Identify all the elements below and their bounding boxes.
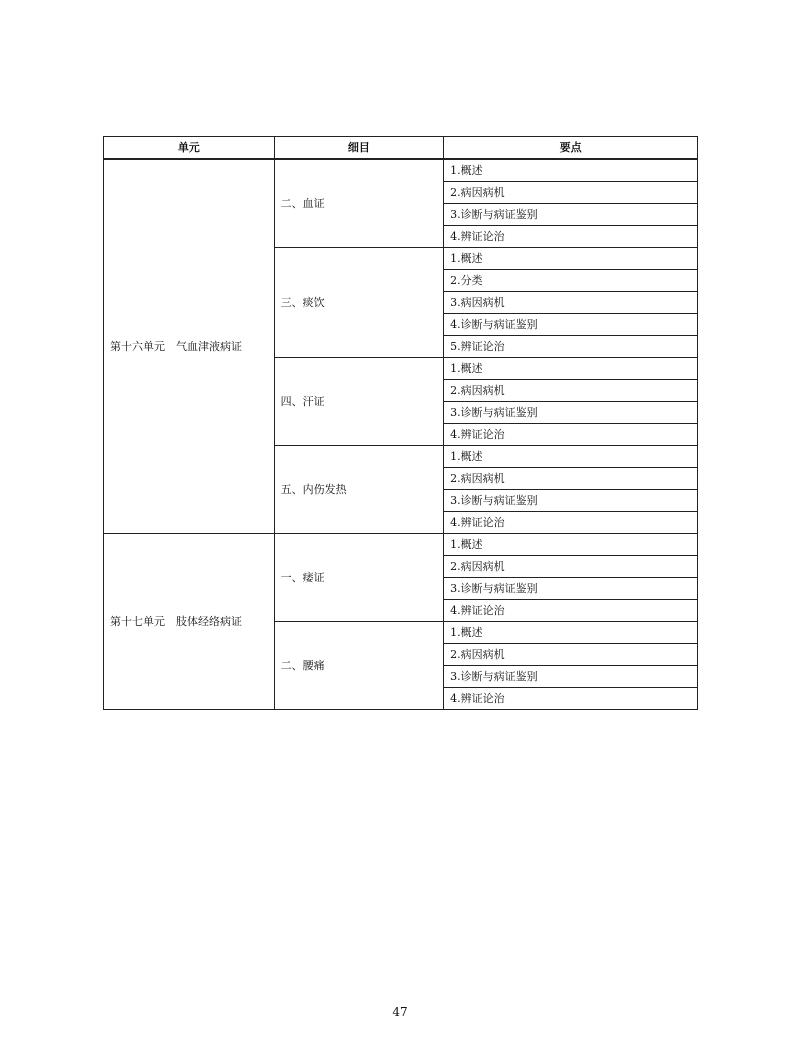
item-cell: 二、腰痛 — [274, 622, 444, 710]
point-cell: 4.辨证论治 — [444, 226, 698, 248]
page-number: 47 — [392, 1005, 408, 1019]
point-cell: 3.诊断与病证鉴别 — [444, 402, 698, 424]
point-cell: 2.分类 — [444, 270, 698, 292]
point-cell: 2.病因病机 — [444, 182, 698, 204]
point-cell: 2.病因病机 — [444, 644, 698, 666]
item-cell: 一、痿证 — [274, 534, 444, 622]
point-cell: 1.概述 — [444, 534, 698, 556]
point-cell: 3.诊断与病证鉴别 — [444, 204, 698, 226]
unit-cell: 第十六单元 气血津液病证 — [104, 159, 275, 534]
point-cell: 1.概述 — [444, 622, 698, 644]
point-cell: 1.概述 — [444, 159, 698, 182]
point-cell: 2.病因病机 — [444, 468, 698, 490]
point-cell: 2.病因病机 — [444, 556, 698, 578]
point-cell: 3.诊断与病证鉴别 — [444, 578, 698, 600]
header-unit: 单元 — [104, 137, 275, 160]
point-cell: 5.辨证论治 — [444, 336, 698, 358]
table-row — [104, 534, 698, 556]
syllabus-table — [103, 136, 698, 710]
point-cell: 4.辨证论治 — [444, 688, 698, 710]
point-cell: 3.诊断与病证鉴别 — [444, 666, 698, 688]
point-cell: 4.辨证论治 — [444, 424, 698, 446]
point-cell: 1.概述 — [444, 358, 698, 380]
item-cell: 三、痰饮 — [274, 248, 444, 358]
point-cell: 2.病因病机 — [444, 380, 698, 402]
header-item: 细目 — [274, 137, 444, 160]
table-row — [104, 159, 698, 182]
item-cell: 四、汗证 — [274, 358, 444, 446]
point-cell: 1.概述 — [444, 446, 698, 468]
point-cell: 4.诊断与病证鉴别 — [444, 314, 698, 336]
table-header-row — [104, 137, 698, 160]
point-cell: 4.辨证论治 — [444, 600, 698, 622]
header-point: 要点 — [444, 137, 698, 160]
point-cell: 3.诊断与病证鉴别 — [444, 490, 698, 512]
point-cell: 3.病因病机 — [444, 292, 698, 314]
item-cell: 二、血证 — [274, 159, 444, 248]
point-cell: 1.概述 — [444, 248, 698, 270]
item-cell: 五、内伤发热 — [274, 446, 444, 534]
point-cell: 4.辨证论治 — [444, 512, 698, 534]
unit-cell: 第十七单元 肢体经络病证 — [104, 534, 275, 710]
